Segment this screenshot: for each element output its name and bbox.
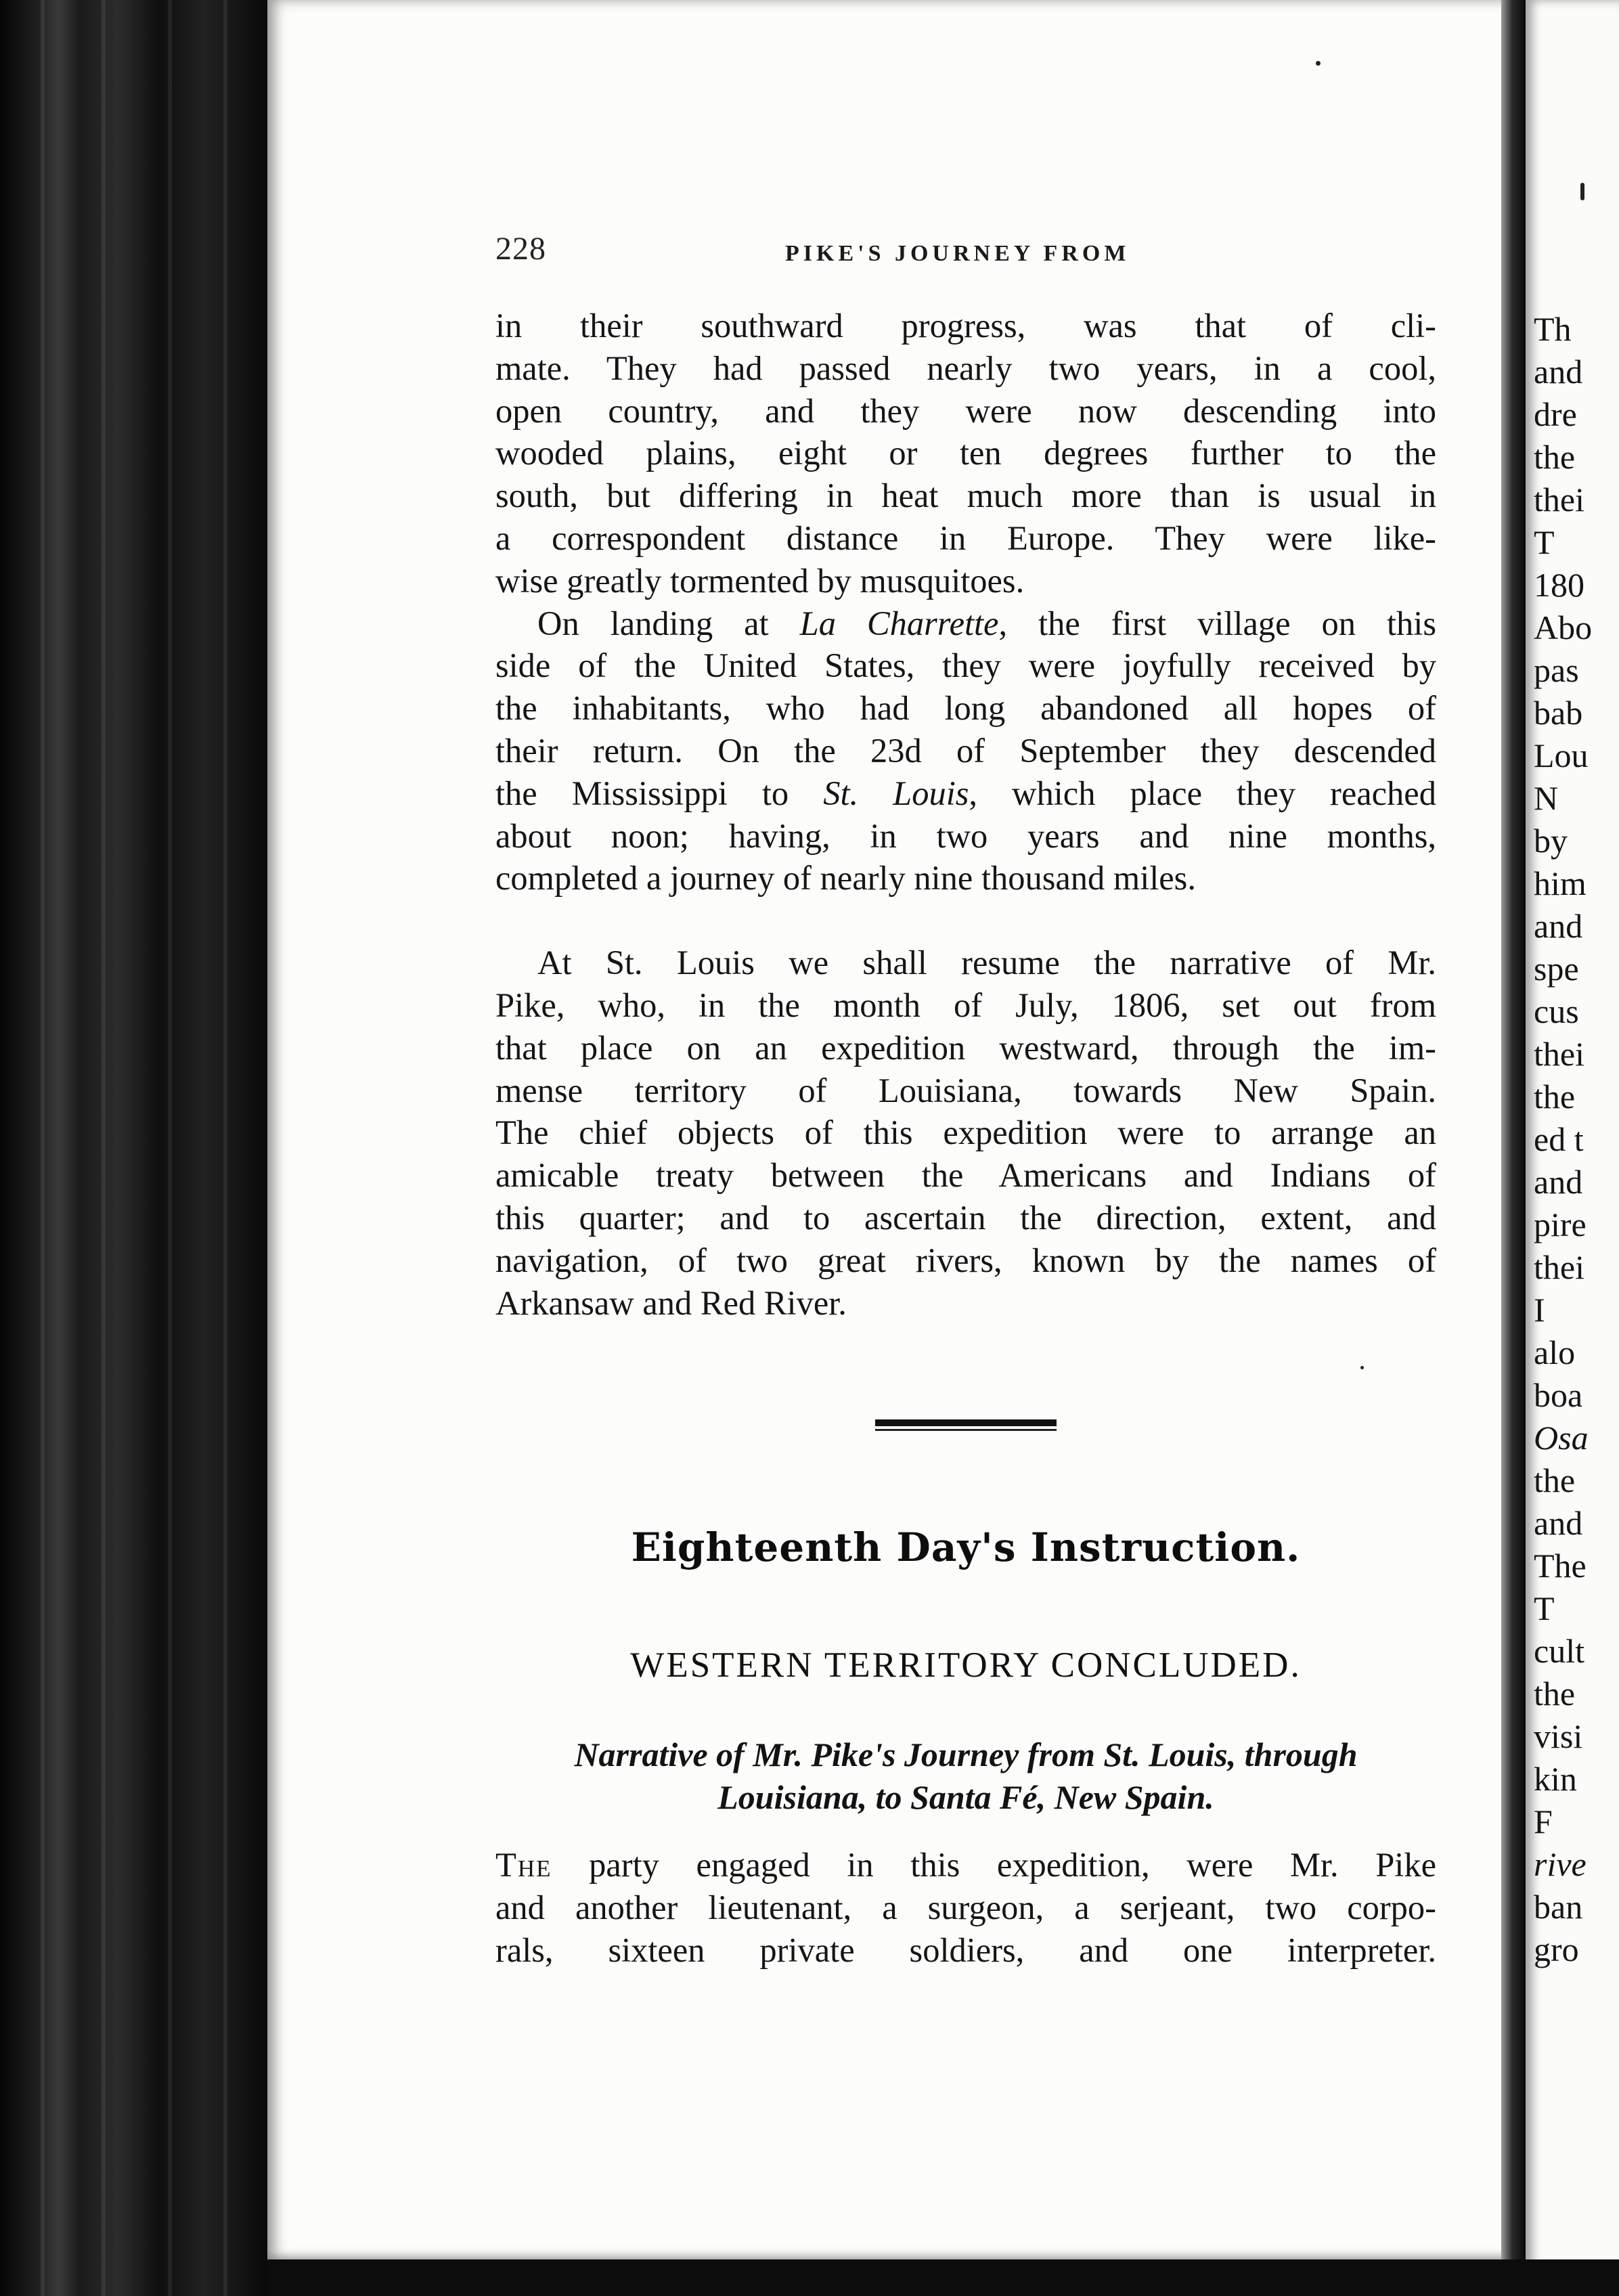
text-line: wooded plains, eight or ten degrees further to the bbox=[495, 434, 1436, 472]
text-line: this quarter; and to ascertain the direction, extent, and bbox=[495, 1198, 1436, 1237]
facing-page-text bbox=[1534, 308, 1619, 1971]
facing-line: Lou bbox=[1534, 736, 1589, 774]
facing-line: N bbox=[1534, 779, 1559, 817]
text-line: open country, and they were now descending into bbox=[495, 391, 1436, 430]
text-line: in their southward progress, was that of cli- bbox=[495, 307, 1436, 345]
facing-line: by bbox=[1534, 822, 1568, 860]
facing-line: pas bbox=[1534, 651, 1579, 689]
subtitle-line: Louisiana, to Santa Fé, New Spain. bbox=[717, 1778, 1214, 1816]
facing-line: thei bbox=[1534, 1248, 1584, 1286]
facing-line: cult bbox=[1534, 1632, 1584, 1670]
text-line: At St. Louis we shall resume the narrative of Mr. bbox=[537, 944, 1436, 982]
scan-speck bbox=[1360, 1366, 1364, 1369]
page-gutter bbox=[1501, 0, 1526, 2296]
facing-line: cus bbox=[1534, 992, 1579, 1030]
facing-line: Osa bbox=[1534, 1419, 1589, 1457]
facing-line: Abo bbox=[1534, 609, 1593, 646]
facing-line: F bbox=[1534, 1803, 1553, 1840]
book-binding-background bbox=[0, 0, 267, 2296]
text-line: The party engaged in this expedition, were Mr. Pike bbox=[495, 1846, 1436, 1884]
facing-line: the bbox=[1534, 1461, 1576, 1499]
opening-paragraph bbox=[495, 1844, 1436, 1972]
running-head: PIKE'S JOURNEY FROM bbox=[785, 241, 1130, 266]
facing-line: him bbox=[1534, 864, 1587, 902]
text-line: rals, sixteen private soldiers, and one interpreter. bbox=[495, 1931, 1436, 1969]
facing-line: kin bbox=[1534, 1760, 1577, 1798]
subtitle-line: Narrative of Mr. Pike's Journey from St. Louis, through bbox=[574, 1736, 1358, 1773]
chapter-subtitle bbox=[495, 1734, 1436, 1819]
facing-line: spe bbox=[1534, 950, 1579, 988]
text-line: about noon; having, in two years and nine months, bbox=[495, 816, 1436, 855]
facing-line: the bbox=[1534, 1675, 1576, 1713]
facing-line: gro bbox=[1534, 1930, 1579, 1968]
facing-line: the bbox=[1534, 1078, 1576, 1116]
section-rule bbox=[875, 1419, 1057, 1433]
facing-line: T bbox=[1534, 1589, 1555, 1627]
facing-line: bab bbox=[1534, 694, 1583, 732]
text-line: their return. On the 23d of September they descended bbox=[495, 731, 1436, 770]
text-line: and another lieutenant, a surgeon, a serjeant, two corpo- bbox=[495, 1889, 1436, 1926]
facing-line: thei bbox=[1534, 1035, 1584, 1073]
text-line: the inhabitants, who had long abandoned all hopes of bbox=[495, 689, 1436, 728]
facing-line: rive bbox=[1534, 1845, 1587, 1883]
facing-line: boa bbox=[1534, 1376, 1583, 1414]
facing-line: dre bbox=[1534, 395, 1577, 433]
facing-line: and bbox=[1534, 1163, 1583, 1201]
facing-line: and bbox=[1534, 1504, 1583, 1542]
facing-line: visi bbox=[1534, 1717, 1583, 1755]
text-line: amicable treaty between the Americans and Indians of bbox=[495, 1156, 1436, 1195]
text-line: that place on an expedition westward, through the im- bbox=[495, 1028, 1436, 1067]
text-line: side of the United States, they were joyfully received by bbox=[495, 646, 1436, 685]
facing-line: ban bbox=[1534, 1888, 1583, 1926]
scan-border bbox=[267, 2259, 1619, 2296]
text-line: mense territory of Louisiana, towards New Spain. bbox=[495, 1071, 1436, 1109]
text-line: completed a journey of nearly nine thousand miles. bbox=[495, 859, 1196, 898]
facing-line: The bbox=[1534, 1547, 1587, 1585]
text-line: Pike, who, in the month of July, 1806, set out from bbox=[495, 986, 1436, 1024]
facing-line: I bbox=[1534, 1291, 1545, 1329]
text-line: navigation, of two great rivers, known by the names of bbox=[495, 1241, 1436, 1279]
text-line: the Mississippi to St. Louis, which place they reached bbox=[495, 774, 1436, 812]
facing-line: and bbox=[1534, 353, 1583, 391]
place-name: La Charrette bbox=[799, 604, 999, 642]
text-line: south, but differing in heat much more than is usual in bbox=[495, 477, 1436, 515]
facing-line: ed t bbox=[1534, 1120, 1584, 1158]
text-line: a correspondent distance in Europe. They were like- bbox=[495, 518, 1436, 557]
day-heading: Eighteenth Day's Instruction. bbox=[631, 1524, 1301, 1570]
page-number: 228 bbox=[495, 231, 546, 267]
text-line: Arkansaw and Red River. bbox=[495, 1283, 847, 1322]
facing-line: and bbox=[1534, 907, 1583, 945]
facing-line: Th bbox=[1534, 310, 1572, 348]
text-line: wise greatly tormented by musquitoes. bbox=[495, 561, 1025, 600]
text-line: mate. They had passed nearly two years, in a cool, bbox=[495, 349, 1436, 387]
facing-line: T bbox=[1534, 523, 1555, 561]
place-name: St. Louis bbox=[823, 774, 969, 812]
body-text bbox=[495, 305, 1436, 1324]
section-title: WESTERN TERRITORY CONCLUDED. bbox=[630, 1646, 1302, 1685]
facing-line: pire bbox=[1534, 1206, 1587, 1243]
drop-word: The bbox=[495, 1846, 552, 1884]
facing-line: 180 bbox=[1534, 566, 1584, 604]
scan-speck bbox=[1316, 61, 1321, 66]
facing-line: the bbox=[1534, 438, 1576, 476]
facing-line: alo bbox=[1534, 1333, 1576, 1371]
facing-line: thei bbox=[1534, 481, 1584, 518]
text-line: On landing at La Charrette, the first village on this bbox=[537, 604, 1436, 642]
scan-speck bbox=[1580, 183, 1584, 200]
text-line: The chief objects of this expedition were to arrange an bbox=[495, 1113, 1436, 1152]
